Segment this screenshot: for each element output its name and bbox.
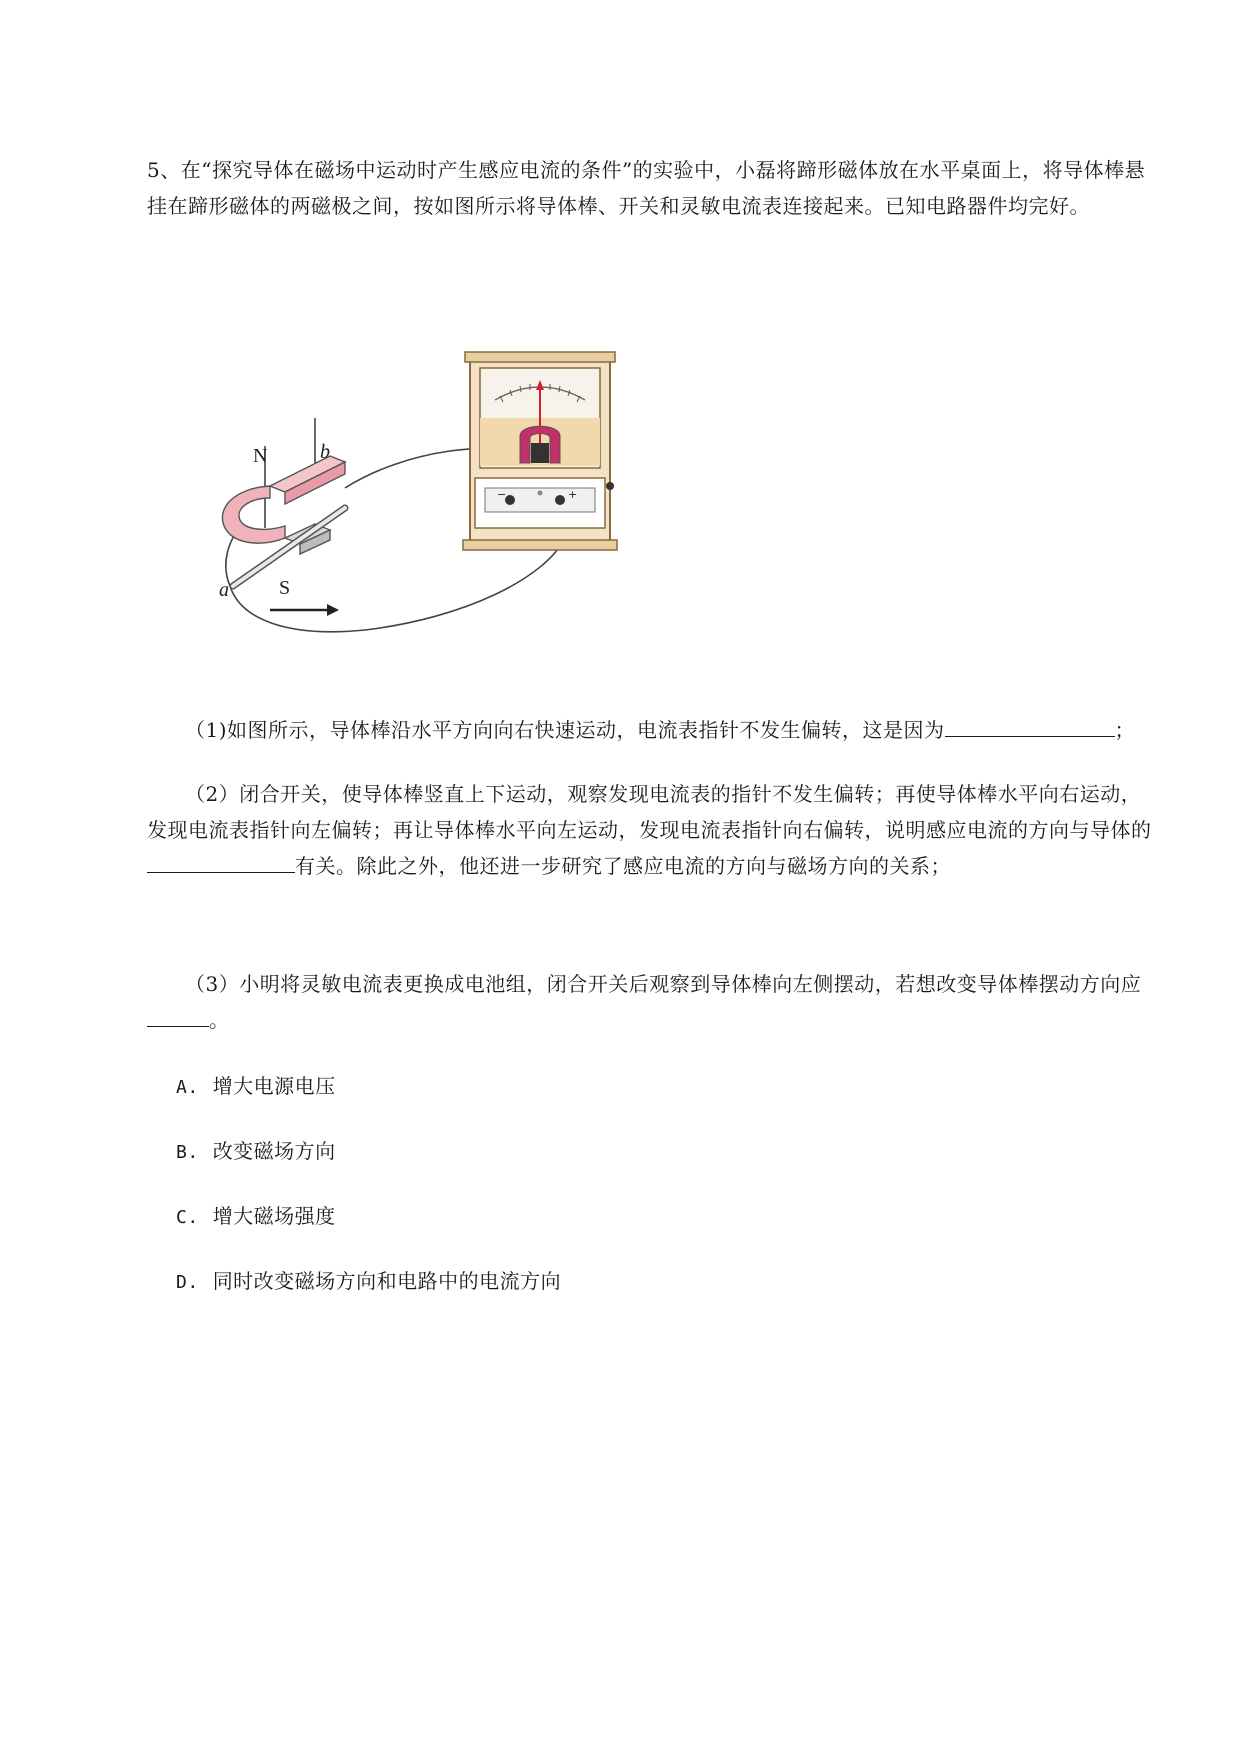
sub1-end: ； bbox=[1114, 718, 1136, 742]
experiment-diagram bbox=[195, 338, 635, 648]
experiment-figure bbox=[195, 338, 635, 648]
galvanometer bbox=[463, 352, 617, 550]
option-b[interactable] bbox=[176, 1136, 336, 1168]
sub3-text: （3）小明将灵敏电流表更换成电池组，闭合开关后观察到导体棒向左侧摆动，若想改变导体棒摆动方向应 bbox=[185, 972, 1142, 996]
sub3-end: 。 bbox=[209, 1008, 230, 1032]
option-a[interactable] bbox=[176, 1071, 336, 1103]
option-d-text: 同时改变磁场方向和电路中的电流方向 bbox=[212, 1269, 562, 1293]
option-c-letter: C. bbox=[176, 1207, 199, 1228]
label-a: a bbox=[219, 579, 229, 601]
sub-question-1 bbox=[147, 712, 1195, 748]
option-b-text: 改变磁场方向 bbox=[212, 1139, 336, 1163]
label-b: b bbox=[320, 441, 330, 463]
option-d[interactable] bbox=[176, 1266, 561, 1298]
minus-label: − bbox=[497, 488, 507, 501]
option-c[interactable] bbox=[176, 1201, 336, 1233]
label-n: N bbox=[253, 445, 268, 467]
horseshoe-magnet bbox=[222, 456, 345, 554]
question-stem-text: 5、在“探究导体在磁场中运动时产生感应电流的条件”的实验中，小磊将蹄形磁体放在水平桌面上，将导体棒悬挂在蹄形磁体的两磁极之间，按如图所示将导体棒、开关和灵敏电流表连接起来。已知电路器件均完好。 bbox=[147, 158, 1146, 218]
option-b-letter: B. bbox=[176, 1142, 199, 1163]
answer-blank-2[interactable] bbox=[147, 850, 295, 873]
conductor-rod bbox=[233, 508, 345, 586]
motion-arrow bbox=[270, 604, 339, 616]
sub1-text: （1)如图所示，导体棒沿水平方向向右快速运动，电流表指针不发生偏转，这是因为 bbox=[185, 718, 945, 742]
sub2-text: （2）闭合开关，使导体棒竖直上下运动，观察发现电流表的指针不发生偏转；再使导体棒水平向右运动，发现电流表指针向左偏转；再让导体棒水平向左运动，发现电流表指针向右偏转，说明感应电流的方向与导体的 bbox=[147, 782, 1152, 842]
answer-blank-1[interactable] bbox=[945, 714, 1115, 737]
terminal-plus bbox=[555, 495, 565, 505]
option-a-letter: A. bbox=[176, 1077, 199, 1098]
option-d-letter: D. bbox=[176, 1272, 199, 1293]
sub-question-3 bbox=[147, 966, 1157, 1038]
terminal-minus bbox=[505, 495, 515, 505]
option-a-text: 增大电源电压 bbox=[212, 1074, 336, 1098]
label-s: S bbox=[279, 577, 291, 599]
option-c-text: 增大磁场强度 bbox=[212, 1204, 336, 1228]
sub-question-2 bbox=[147, 776, 1157, 884]
plus-label: + bbox=[568, 488, 578, 501]
answer-blank-3[interactable] bbox=[147, 1004, 209, 1027]
question-stem bbox=[147, 152, 1157, 224]
sub2-end: 有关。除此之外，他还进一步研究了感应电流的方向与磁场方向的关系； bbox=[295, 854, 951, 878]
